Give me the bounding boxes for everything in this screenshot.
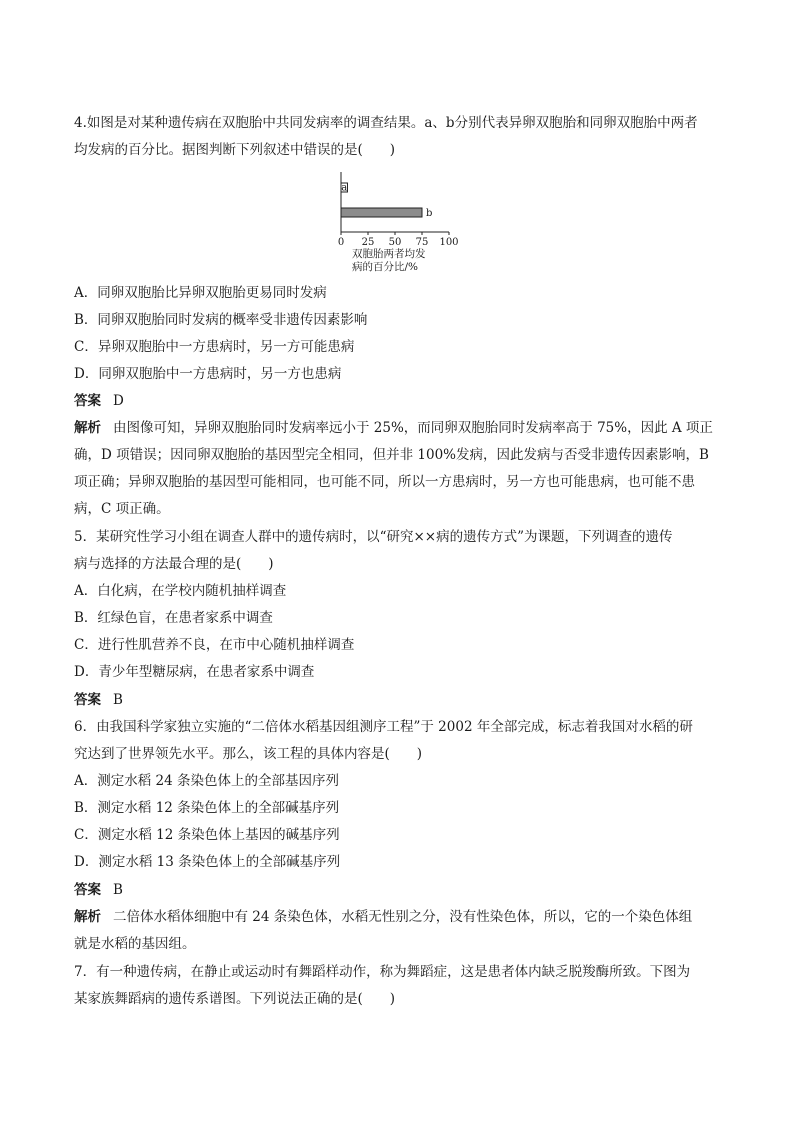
q6-stem-line2: 究达到了世界领先水平。那么，该工程的具体内容是( ) (74, 746, 423, 762)
analysis-text: 二倍体水稻体细胞中有 24 条染色体，水稻无性别之分，没有性染色体，所以，它的一个染色体组 (113, 909, 693, 925)
chart-x-tick-label: 0 (337, 237, 345, 248)
q4-analysis-line3: 项正确；异卵双胞胎的基因型可能相同，也可能不同，所以一方患病时，另一方也可能患病，也可能不患 (74, 474, 695, 490)
answer-value: D (113, 393, 124, 409)
answer-value: B (113, 882, 123, 898)
chart-svg (330, 170, 470, 250)
q7-stem-line1: 7．有一种遗传病，在静止或运动时有舞蹈样动作，称为舞蹈症，这是患者体内缺乏脱羧酶所致。下图为 (74, 964, 691, 980)
chart-bar (341, 208, 422, 217)
q7-stem-line2: 某家族舞蹈病的遗传系谱图。下列说法正确的是( ) (74, 991, 396, 1007)
chart-bar-label: b (426, 208, 433, 219)
q5-option-a: A．白化病，在学校内随机抽样调查 (74, 583, 287, 599)
answer-label: 答案 (74, 692, 101, 708)
analysis-label: 解析 (74, 420, 101, 436)
analysis-text: 由图像可知，异卵双胞胎同时发病率远小于 25%，而同卵双胞胎同时发病率高于 75%，因此 A 项正 (113, 420, 713, 436)
q4-stem-line1: 4.如图是对某种遗传病在双胞胎中共同发病率的调查结果。a、b分别代表异卵双胞胎和同卵双胞胎中两者 (74, 115, 698, 131)
q6-answer (74, 880, 123, 900)
q5-option-b: B．红绿色盲，在患者家系中调查 (74, 610, 273, 626)
q4-option-a: A．同卵双胞胎比异卵双胞胎更易同时发病 (74, 285, 327, 301)
q4-option-d: D．同卵双胞胎中一方患病时，另一方也患病 (74, 366, 342, 382)
chart-xlabel-line1: 双胞胎两者均发 (352, 248, 426, 260)
chart-x-tick-label: 50 (388, 237, 402, 248)
q6-option-a: A．测定水稻 24 条染色体上的全部基因序列 (74, 773, 340, 789)
chart-x-tick-label: 25 (361, 237, 375, 248)
q6-analysis-line2: 就是水稻的基因组。 (74, 936, 196, 952)
answer-label: 答案 (74, 393, 101, 409)
q4-analysis-line4: 病，C 项正确。 (74, 501, 170, 517)
chart-x-tick-label: 100 (439, 237, 459, 248)
q5-option-c: C．进行性肌营养不良，在市中心随机抽样调查 (74, 637, 355, 653)
chart-xlabel-line2: 病的百分比/% (352, 261, 419, 273)
q6-option-d: D．测定水稻 13 条染色体上的全部碱基序列 (74, 854, 341, 870)
chart-x-tick-label: 75 (415, 237, 429, 248)
analysis-label: 解析 (74, 909, 101, 925)
chart-bar-label: a (341, 182, 348, 194)
q6-stem-line1: 6．由我国科学家独立实施的“二倍体水稻基因组测序工程”于 2002 年全部完成，标志着我国对水稻的研 (74, 719, 693, 735)
q4-stem-line2: 均发病的百分比。据图判断下列叙述中错误的是( ) (74, 142, 396, 158)
q5-answer (74, 690, 123, 710)
q4-analysis-line1 (74, 418, 713, 438)
q5-stem-line2: 病与选择的方法最合理的是( ) (74, 556, 274, 572)
q6-option-b: B．测定水稻 12 条染色体上的全部碱基序列 (74, 800, 340, 816)
q4-option-b: B．同卵双胞胎同时发病的概率受非遗传因素影响 (74, 312, 368, 328)
q4-analysis-line2: 确，D 项错误；因同卵双胞胎的基因型完全相同，但并非 100%发病，因此发病与否受非遗传因素影响，B (74, 447, 709, 463)
q6-analysis-line1 (74, 907, 692, 927)
q4-answer (74, 391, 124, 411)
answer-value: B (113, 692, 123, 708)
q5-stem-line1: 5．某研究性学习小组在调查人群中的遗传病时，以“研究××病的遗传方式”为课题，下列调查的遗传 (74, 529, 673, 545)
q5-option-d: D．青少年型糖尿病，在患者家系中调查 (74, 664, 315, 680)
q6-option-c: C．测定水稻 12 条染色体上基因的碱基序列 (74, 827, 340, 843)
answer-label: 答案 (74, 882, 101, 898)
q4-bar-chart (330, 170, 470, 275)
q4-option-c: C．异卵双胞胎中一方患病时，另一方可能患病 (74, 339, 355, 355)
